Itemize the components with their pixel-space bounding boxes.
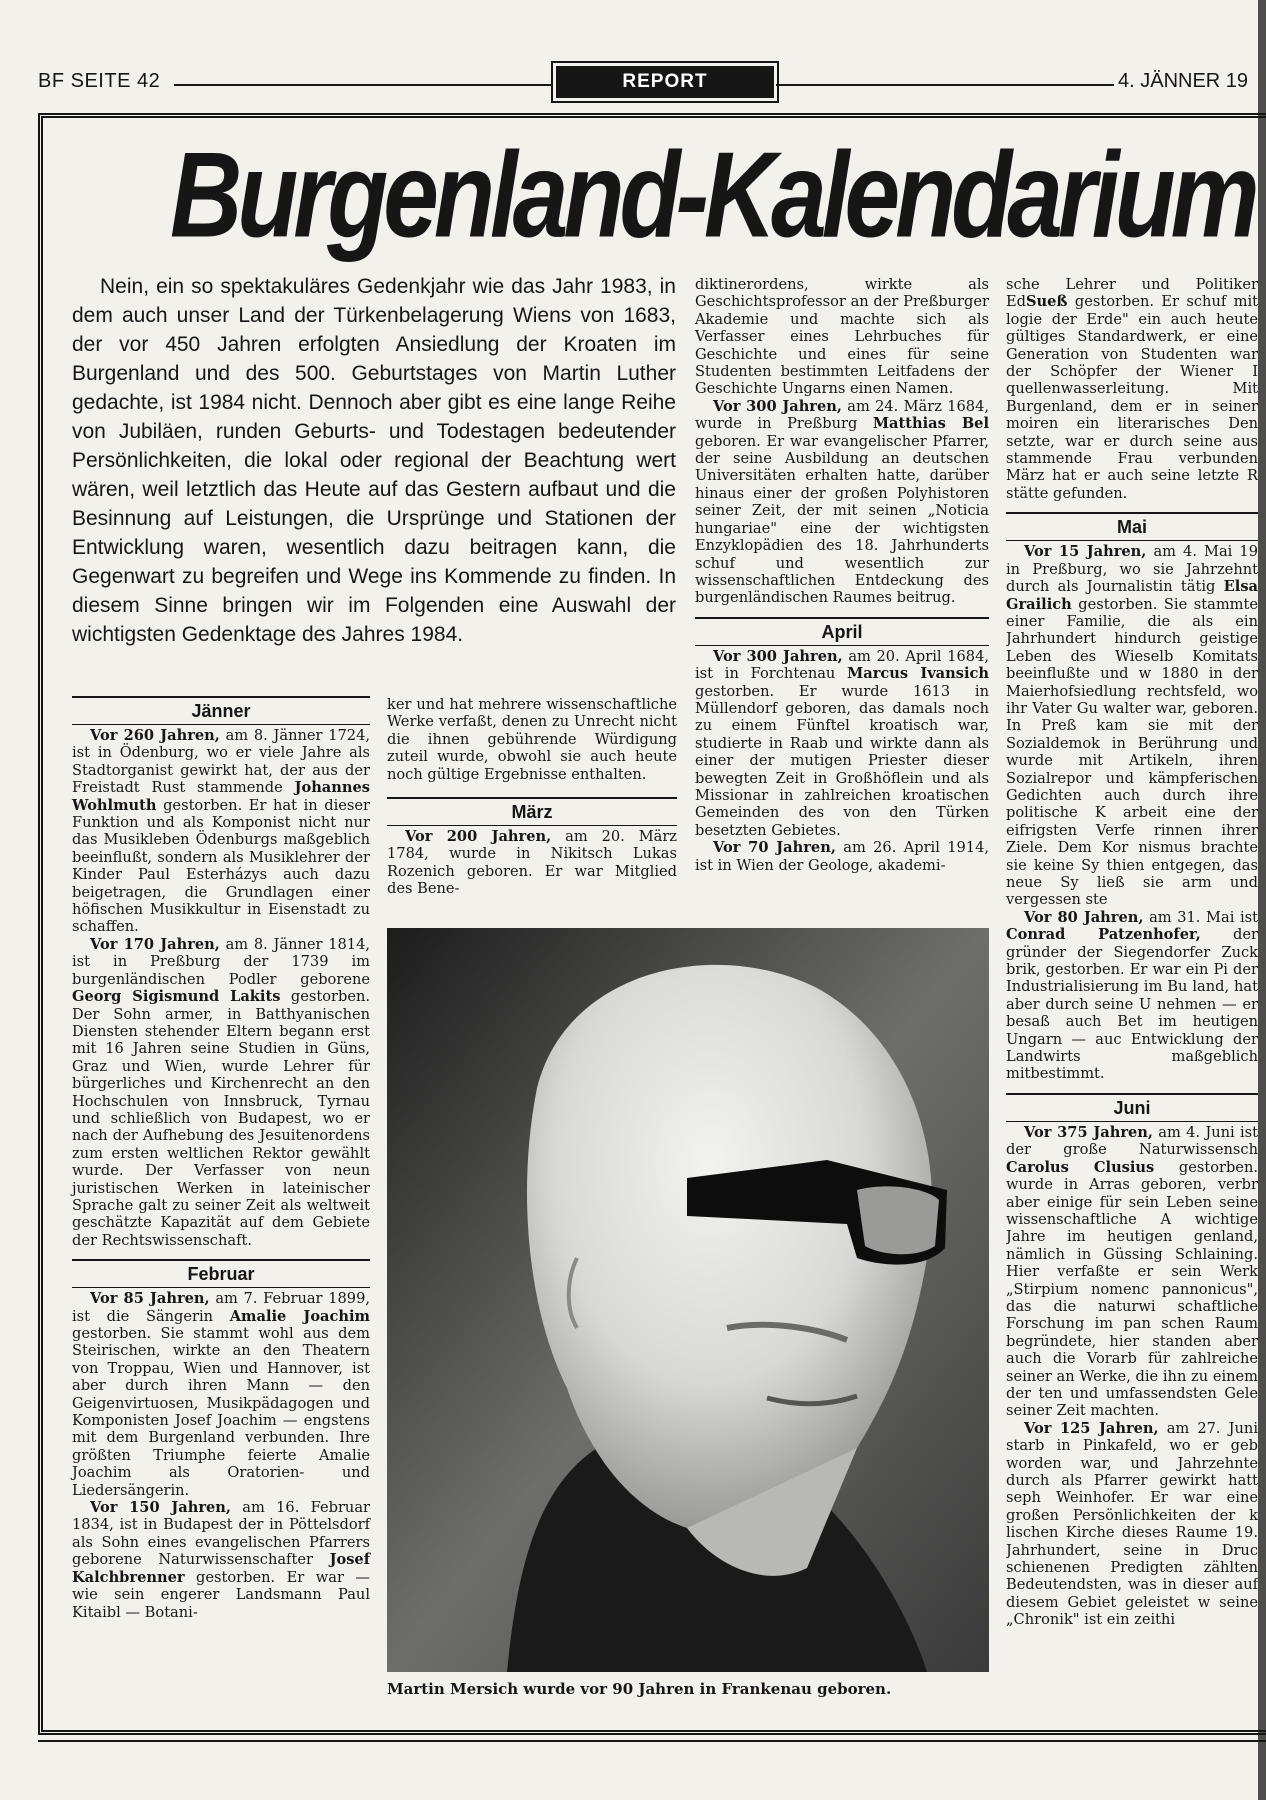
portrait-photo bbox=[387, 928, 989, 1672]
month-heading-maerz: März bbox=[387, 797, 677, 826]
entry-rozenich: Vor 200 Jahren, am 20. März 1784, wurde in Nikitsch Lukas Rozenich geboren. Er war Mitglied des Bene- bbox=[387, 828, 677, 898]
month-heading-april: April bbox=[695, 617, 989, 646]
entry-ivansich: Vor 300 Jahren, am 20. April 1684, ist in Forchtenau Marcus Ivansich gestorben. Er wurde 1613 in Müllendorf geboren, das damals noch zu einem Fünftel kroatisch war, studierte in Raab und wirkte dann als einer der mutigen Priester dieser bewegten Zeit in Großhöflein und als Missionar in zahlreichen kroatischen Gemeinden des von den Türken besetzten Gebietes. bbox=[695, 647, 989, 839]
entry-rozenich-cont: diktinerordens, wirkte als Geschichtsprofessor an der Preßburger Akademie und machte sich als Verfasser eines Lehrbuches für Geschichte und eines für seine Studenten bestimmten Leitfadens der Geschichte Ungarns einen Namen. bbox=[695, 276, 989, 398]
issue-date: 4. JÄNNER 19 bbox=[1118, 70, 1249, 92]
entry-patzenhofer: Vor 80 Jahren, am 31. Mai ist Conrad Patzenhofer, der gründer der Siegendorfer Zuck brik, gestorben. Er war ein Pi der Industrialisierung im Bu land, hat aber durch seine U nehmen — er besaß auch Bet im heutigen Ungarn — auc Entwicklung der Landwirts maßgeblich mitbestimmt. bbox=[1006, 908, 1258, 1083]
entry-kalchbrenner: Vor 150 Jahren, am 16. Februar 1834, ist in Budapest der in Pöttelsdorf als Sohn eines evangelischen Pfarrers geborene Naturwissenschafter Josef Kalchbrenner gestorben. Er war — wie sein engerer Landsmann Paul Kitaibl — Botani- bbox=[72, 1499, 371, 1621]
entry-weinhofer: Vor 125 Jahren, am 27. Juni starb in Pinkafeld, wo er geb worden war, und Jahrzehnte durch als Pfarrer gewirkt hatt seph Weinhofer. Er war eine großen Persönlichkeiten der k lischen Kirche dieses Raume 19. Jahrhundert, seine in Druc schienenen Predigten zählten Bedeutendsten, was in dieser auf diesem Gebiet geleistet w seine „Chronik" ist ein zeithi bbox=[1006, 1419, 1258, 1629]
column-4 bbox=[1006, 276, 1258, 1732]
header-rule-right bbox=[776, 84, 1114, 86]
entry-kalchbrenner-cont: ker und hat mehrere wissenschaftliche Werke verfaßt, denen zu Unrecht nicht die ihnen gebührende Würdigung zuteil wurde, obwohl sie auch heute noch gültige Ergebnisse enthalten. bbox=[387, 696, 677, 783]
entry-grailich: Vor 15 Jahren, am 4. Mai 19 in Preßburg, wo sie Jahrzehnt durch als Journalistin tätig Elsa Grailich gestorben. Sie stammte einer Familie, die als ein Jahrhundert hindurch geistige Leben des Wieselb Komitats beeinflußte und w 1880 in der Maierhofsiedlung rechtsfeld, wo ihr Vater Gu walter war, geboren. In Preß kam sie mit der Sozialdemok in Berührung und wurde mit Artikeln, ihren Sozialrepor und kämpferischen Gedichten auch durch ihre politische K arbeit eine der eifrigsten Verfe rinnen ihrer Ziele. Dem Kor nismus brachte sie keine Sy thien entgegen, das neue Sy ließ sie arm und vergessen ste bbox=[1006, 543, 1258, 909]
month-heading-mai: Mai bbox=[1006, 512, 1258, 541]
entry-clusius: Vor 375 Jahren, am 4. Juni ist der große Naturwissensch Carolus Clusius gestorben. wurde in Arras geboren, verbr aber einige für sein Leben seine wissenschaftliche A wichtige Jahre im heutigen genland, nämlich in Güssing Schlaining. Hier verfaßte er sein Werk „Stirpium nomenc pannonicus", das die naturwi schaftliche Forschung im pan schen Raum begründete, hier standen aber auch die Vorarb für zahlreiche seiner an Werke, die ihn zu einem der ten und umfassendsten Gele seiner Zeit machten. bbox=[1006, 1123, 1258, 1420]
entry-suess-cont: sche Lehrer und Politiker EdSueß gestorben. Er schuf mit logie der Erde" ein auch heute gültiges Standardwerk, er eine Generation von Studenten war der Schöpfer der Wiener I quellenwasserleitung. Mit Burgenland, dem er in seiner moiren ein literarisches Den setzte, war er durch seine aus stammende Frau verbunden März hat er auch seine letzte R stätte gefunden. bbox=[1006, 276, 1258, 502]
photo-caption: Martin Mersich wurde vor 90 Jahren in Frankenau geboren. bbox=[387, 1680, 892, 1698]
page-edge-shadow bbox=[1258, 0, 1266, 1800]
column-1 bbox=[72, 696, 370, 1621]
page-number: BF SEITE 42 bbox=[38, 70, 161, 92]
headline: Burgenland-Kalendarium bbox=[170, 126, 1255, 264]
entry-wohlmuth: Vor 260 Jahren, am 8. Jänner 1724, ist in Ödenburg, wo er viele Jahre als Stadtorganist gewirkt hat, der aus der Freistadt Rust stammende Johannes Wohlmuth gestorben. Er hat in dieser Funktion und als Komponist nicht nur das Musikleben Ödenburgs maßgeblich beeinflußt, sondern als Musiklehrer der Kinder Paul Esterházys auch dazu beigetragen, die Grundlagen einer höfischen Musikkultur in Eisenstadt zu schaffen. bbox=[72, 727, 370, 936]
portrait-illustration bbox=[387, 928, 989, 1672]
month-heading-jaenner: Jänner bbox=[72, 696, 370, 725]
month-heading-juni: Juni bbox=[1006, 1093, 1258, 1122]
entry-bel: Vor 300 Jahren, am 24. März 1684, wurde in Preßburg Matthias Bel geboren. Er war evangelischer Pfarrer, der seine Ausbildung an deutschen Universitäten erhalten hatte, darüber hinaus einer der großen Polyhistoren seiner Zeit, der mit seinen „Noticia hungariae" eine der wichtigsten Enzyklopädien des 18. Jahrhunderts schuf und wesentlich zur wissenschaftlichen Entdeckung des burgenländischen Raumes beitrug. bbox=[695, 397, 989, 607]
entry-suess: Vor 70 Jahren, am 26. April 1914, ist in Wien der Geologe, akademi- bbox=[695, 839, 989, 874]
entry-joachim: Vor 85 Jahren, am 7. Februar 1899, ist die Sängerin Amalie Joachim gestorben. Sie stammt wohl aus dem Steirischen, wirkte an den Theatern von Troppau, Wien und Hannover, ist aber durch ihren Mann — den Geigenvirtuosen, Musikpädagogen und Komponisten Josef Joachim — engstens mit dem Burgenland verbunden. Ihre größten Triumphe feierte Amalie Joachim als Oratorien- und Liedersängerin. bbox=[72, 1290, 370, 1499]
column-3 bbox=[695, 276, 989, 874]
section-tag: REPORT bbox=[556, 66, 774, 98]
header-rule-left bbox=[174, 84, 552, 86]
entry-lakits: Vor 170 Jahren, am 8. Jänner 1814, ist in Preßburg der 1739 im burgenländischen Podler geborene Georg Sigismund Lakits gestorben. Der Sohn armer, in Batthyanischen Diensten stehender Eltern begann erst mit 16 Jahren seine Studien in Güns, Graz und Wien, wurde Lehrer für bürgerliches und Kirchenrecht an den Hochschulen von Innsbruck, Tyrnau und schließlich von Budapest, wo er nach der Aufhebung des Jesuitenordens zum ersten weltlichen Rektor gewählt wurde. Der Verfasser von neun juristischen Werken in lateinischer Sprache galt zu seiner Zeit als weltweit geschätzte Kapazität auf dem Gebiete der Rechtswissenschaft. bbox=[72, 935, 370, 1249]
month-heading-februar: Februar bbox=[72, 1259, 370, 1288]
column-2 bbox=[387, 696, 677, 898]
intro-paragraph: Nein, ein so spektakuläres Gedenkjahr wie das Jahr 1983, in dem auch unser Land der Türkenbelagerung Wiens von 1683, der vor 450 Jahren erfolgten Ansiedlung der Kroaten im Burgenland und des 500. Geburtstages von Martin Luther gedachte, ist 1984 nicht. Dennoch aber gibt es eine lange Reihe von Jubiläen, runden Geburts- und Todestagen bedeutender Persönlichkeiten, die lokal oder regional der Beachtung wert wären, weil letztlich das Heute auf das Gestern aufbaut und die Besinnung auf Leistungen, die Ursprünge und Stationen der Entwicklung waren, wesentlich dazu beitragen kann, die Gegenwart zu begreifen und Wege ins Kommende zu finden. In diesem Sinne bringen wir im Folgenden eine Auswahl der wichtigsten Gedenktage des Jahres 1984. bbox=[72, 275, 676, 646]
frame-bottom-rule bbox=[38, 1740, 1266, 1742]
